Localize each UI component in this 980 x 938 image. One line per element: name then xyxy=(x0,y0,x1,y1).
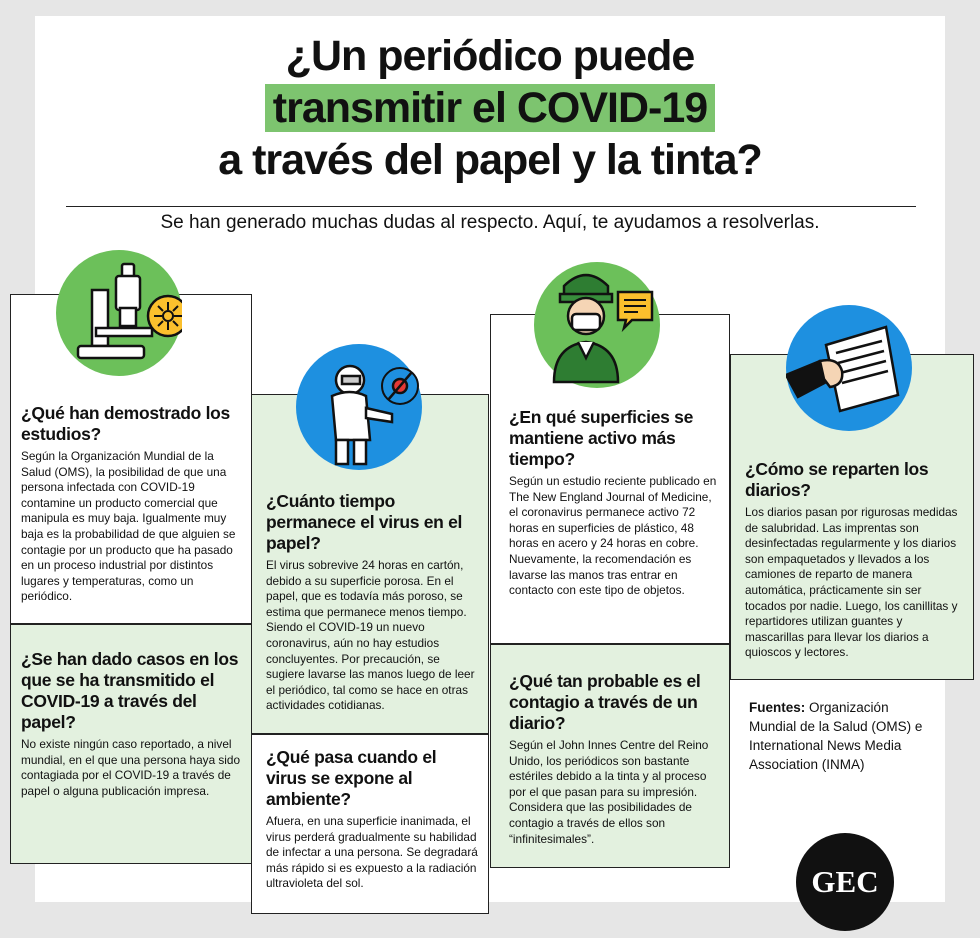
card-body: El virus sobrevive 24 horas en cartón, debido a su superficie porosa. En el papel, que es todavía más poroso, se estima que permanece menos tiempo. Siendo el COVID-19 un nuevo coronavirus, aún no hay estudios concluyentes. Por precaución, se sugiere lavarse las manos luego de leer el periódico, tal como se hace en otras actividades cotidianas. xyxy=(266,558,475,713)
card-heading: ¿Qué han demostrado los estudios? xyxy=(21,403,230,444)
microscope-icon xyxy=(56,250,182,376)
card-casos xyxy=(10,624,252,864)
title-line-3: a través del papel y la tinta? xyxy=(218,136,762,184)
card-body: Los diarios pasan por rigurosas medidas de salubridad. Las imprentas son desinfectadas regularmente y los diarios son empaquetados y llevados a los camiones de reparto de manera automática, prácticamente sin ser tocados por nadie. Luego, los canillitas y repartidores utilizan guantes y mascarillas para llevar los diarios a quioscos y lectores. xyxy=(745,505,958,660)
scientist-spray-icon xyxy=(296,344,422,470)
newspaper-handoff-icon xyxy=(786,305,912,431)
sources-note xyxy=(749,698,939,774)
card-probable xyxy=(490,644,730,868)
title-line-2: transmitir el COVID-19 xyxy=(265,84,715,132)
card-heading: ¿Se han dado casos en los que se ha transmitido el COVID-19 a través del papel? xyxy=(21,649,239,732)
card-body: Según un estudio reciente publicado en The New England Journal of Medicine, el coronavirus permanece activo 72 horas en superficies de plástico, 48 horas en acero y 24 horas en cobre. Nuevamente, la recomendación es lavarse las manos tras entrar en contacto con este tipo de objetos. xyxy=(509,474,717,598)
card-heading: ¿En qué superficies se mantiene activo más tiempo? xyxy=(509,407,694,469)
gec-logo: GEC xyxy=(796,833,894,931)
title-line-1: ¿Un periódico puede xyxy=(285,32,695,80)
card-body: Según la Organización Mundial de la Salud (OMS), la posibilidad de que una persona infectada con COVID-19 contamine un producto comercial que manipula es muy baja. Igualmente muy baja es la probabilidad de que alguien se contagie por un producto que ha pasado en un proceso industrial por distintos lugares y temperaturas, como un periódico. xyxy=(21,449,236,604)
card-body: Según el John Innes Centre del Reino Unido, los periódicos son bastante estériles debido a la tinta y al proceso por el que pasan para su impresión. Considera que las posibilidades de contagio a través de ellos son “infinitesimales”. xyxy=(509,738,709,846)
card-heading: ¿Qué pasa cuando el virus se expone al ambiente? xyxy=(266,747,437,809)
sources-label: Fuentes: xyxy=(749,700,806,715)
card-heading: ¿Cuánto tiempo permanece el virus en el papel? xyxy=(266,491,463,553)
card-body: No existe ningún caso reportado, a nivel mundial, en el que una persona haya sido contagiada por el COVID-19 a través de papel o alguna publicación impresa. xyxy=(21,737,241,798)
card-body: Afuera, en una superficie inanimada, el virus perderá gradualmente su habilidad de infectar a una persona. Se degradará más rápido si es expuesto a la radiación ultravioleta del sol. xyxy=(266,814,478,891)
card-ambiente xyxy=(251,734,489,914)
doctor-icon xyxy=(534,262,660,388)
title-divider xyxy=(66,206,916,207)
card-heading: ¿Cómo se reparten los diarios? xyxy=(745,459,929,500)
card-heading: ¿Qué tan probable es el contagio a través de un diario? xyxy=(509,671,701,733)
main-title xyxy=(0,30,980,186)
sources-text: Organización Mundial de la Salud (OMS) e International News Media Association (INMA) xyxy=(749,700,923,772)
subtitle: Se han generado muchas dudas al respecto. Aquí, te ayudamos a resolverlas. xyxy=(160,212,820,233)
